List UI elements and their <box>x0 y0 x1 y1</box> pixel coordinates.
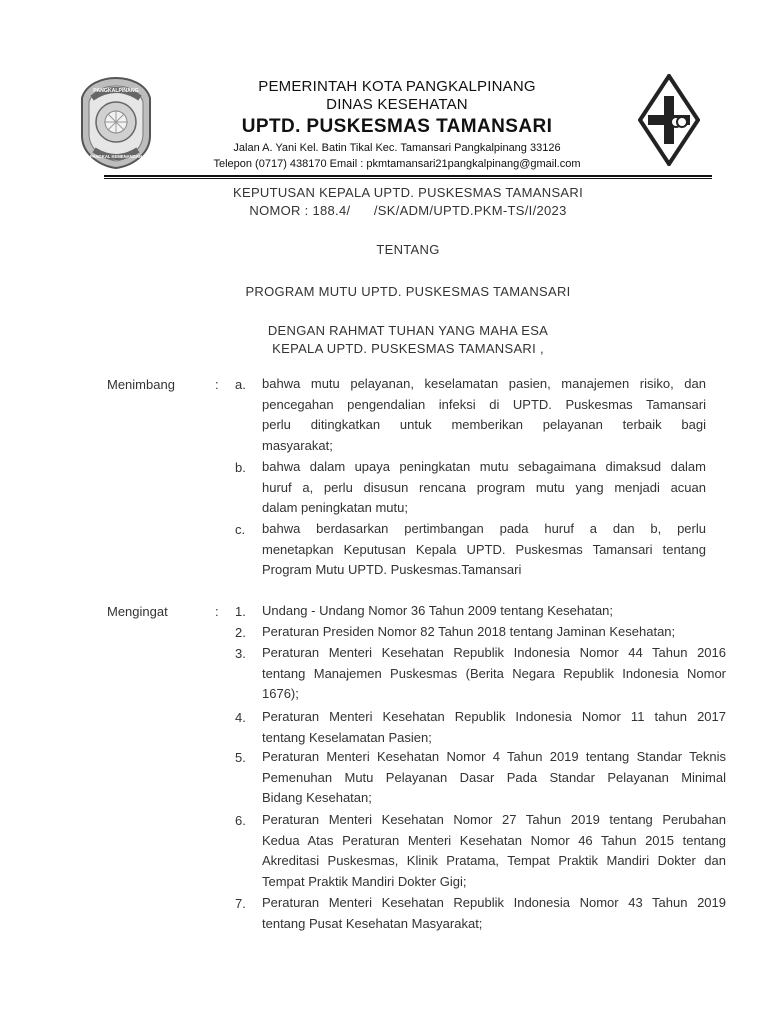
letterhead-institution: UPTD. PUSKESMAS TAMANSARI <box>241 116 553 137</box>
list-item-line: 1676); <box>262 686 299 702</box>
decree-heading <box>104 184 712 220</box>
mengingat-colon: : <box>215 604 219 619</box>
list-item-marker: 5. <box>235 750 246 765</box>
letterhead-contact: Telepon (0717) 438170 Email : pkmtamansari21pangkalpinang@gmail.com <box>213 158 581 170</box>
mengingat-item-2 <box>262 622 726 643</box>
list-item-line: Akreditasi Puskesmas, Klinik Pratama, Tempat Praktik Mandiri Dokter dan <box>262 853 726 869</box>
mengingat-item-3 <box>262 643 726 705</box>
puskesmas-cross-logo <box>638 74 700 166</box>
menimbang-item-b <box>262 457 706 519</box>
mengingat-item-1 <box>262 601 726 622</box>
tentang-heading: TENTANG <box>376 242 440 257</box>
list-item-line: Bidang Kesehatan; <box>262 790 372 806</box>
list-item-marker: 2. <box>235 625 246 640</box>
list-item-line: menetapkan Keputusan Kepala UPTD. Puskesmas Tamansari tentang <box>262 541 706 557</box>
letterhead-divider-thick <box>104 175 712 177</box>
list-item-line: Peraturan Menteri Kesehatan Nomor 27 Tahun 2019 tentang Perubahan <box>262 812 726 827</box>
emblem-bottom-text: PANGKAL KEMENANGAN <box>90 154 142 159</box>
list-item-line: Tempat Praktik Mandiri Dokter Gigi; <box>262 874 467 890</box>
list-item-line: Peraturan Presiden Nomor 82 Tahun 2018 tentang Jaminan Kesehatan; <box>262 624 676 639</box>
kepala-line: KEPALA UPTD. PUSKESMAS TAMANSARI , <box>272 341 544 356</box>
letterhead-address: Jalan A. Yani Kel. Batin Tikal Kec. Tamansari Pangkalpinang 33126 <box>233 142 561 154</box>
menimbang-item-c <box>262 519 706 581</box>
list-item-marker: 3. <box>235 646 246 661</box>
mengingat-item-5 <box>262 747 726 809</box>
menimbang-colon: : <box>215 377 219 392</box>
mengingat-item-7 <box>262 893 726 934</box>
list-item-line: Pemenuhan Mutu Pelayanan Dasar Pada Standar Pelayanan Minimal <box>262 769 726 785</box>
list-item-marker: b. <box>235 460 246 475</box>
list-item-line: tentang Keselamatan Pasien; <box>262 729 432 745</box>
list-item-line: masyarakat; <box>262 438 333 454</box>
letterhead-agency: DINAS KESEHATAN <box>326 96 468 113</box>
rahmat-line: DENGAN RAHMAT TUHAN YANG MAHA ESA <box>267 323 549 338</box>
list-item-marker: c. <box>235 522 246 537</box>
menimbang-item-a <box>262 374 706 457</box>
program-heading: PROGRAM MUTU UPTD. PUSKESMAS TAMANSARI <box>245 284 571 299</box>
list-item-marker: 1. <box>235 604 246 619</box>
list-item-line: bahwa mutu pelayanan, keselamatan pasien, manajemen risiko, dan <box>262 376 706 391</box>
list-item-line: dalam peningkatan mutu; <box>262 500 408 516</box>
emblem-top-text: PANGKALPINANG <box>93 88 139 94</box>
letterhead <box>160 78 634 172</box>
list-item-line: Peraturan Menteri Kesehatan Republik Indonesia Nomor 11 tahun 2017 <box>262 709 726 724</box>
list-item-line: Program Mutu UPTD. Puskesmas.Tamansari <box>262 562 522 578</box>
mengingat-label: Mengingat <box>107 604 168 619</box>
pangkalpinang-city-emblem <box>80 76 152 170</box>
list-item-line: Peraturan Menteri Kesehatan Republik Indonesia Nomor 43 Tahun 2019 <box>262 895 726 910</box>
decree-title: KEPUTUSAN KEPALA UPTD. PUSKESMAS TAMANSARI <box>233 185 583 200</box>
list-item-line: perlu ditingkatkan untuk memberikan pelayanan terbaik bagi <box>262 417 706 433</box>
list-item-marker: a. <box>235 377 246 392</box>
list-item-line: bahwa dalam upaya peningkatan mutu sebagaimana dimaksud dalam <box>262 459 706 474</box>
decree-number: NOMOR : 188.4/ /SK/ADM/UPTD.PKM-TS/I/2023 <box>249 203 567 218</box>
list-item-line: Peraturan Menteri Kesehatan Republik Indonesia Nomor 44 Tahun 2016 <box>262 645 726 660</box>
list-item-line: Peraturan Menteri Kesehatan Nomor 4 Tahun 2019 tentang Standar Teknis <box>262 749 726 764</box>
list-item-line: Undang - Undang Nomor 36 Tahun 2009 tentang Kesehatan; <box>262 603 614 618</box>
menimbang-label: Menimbang <box>107 377 175 392</box>
letterhead-divider-thin <box>104 178 712 179</box>
list-item-line: huruf a, perlu disusun rencana program mutu yang menjadi acuan <box>262 479 706 495</box>
mengingat-item-4 <box>262 707 726 748</box>
list-item-marker: 4. <box>235 710 246 725</box>
list-item-line: tentang Pusat Kesehatan Masyarakat; <box>262 915 483 931</box>
list-item-line: pencegahan pengendalian infeksi di UPTD. Puskesmas Tamansari <box>262 396 706 412</box>
list-item-marker: 7. <box>235 896 246 911</box>
list-item-line: Kedua Atas Peraturan Menteri Kesehatan Nomor 46 Tahun 2015 tentang <box>262 832 726 848</box>
letterhead-government: PEMERINTAH KOTA PANGKALPINANG <box>258 78 536 95</box>
list-item-line: bahwa berdasarkan pertimbangan pada huruf a dan b, perlu <box>262 521 706 536</box>
list-item-marker: 6. <box>235 813 246 828</box>
mengingat-item-6 <box>262 810 726 893</box>
opening-formula <box>104 322 712 358</box>
list-item-line: tentang Manajemen Puskesmas (Berita Negara Republik Indonesia Nomor <box>262 665 726 681</box>
